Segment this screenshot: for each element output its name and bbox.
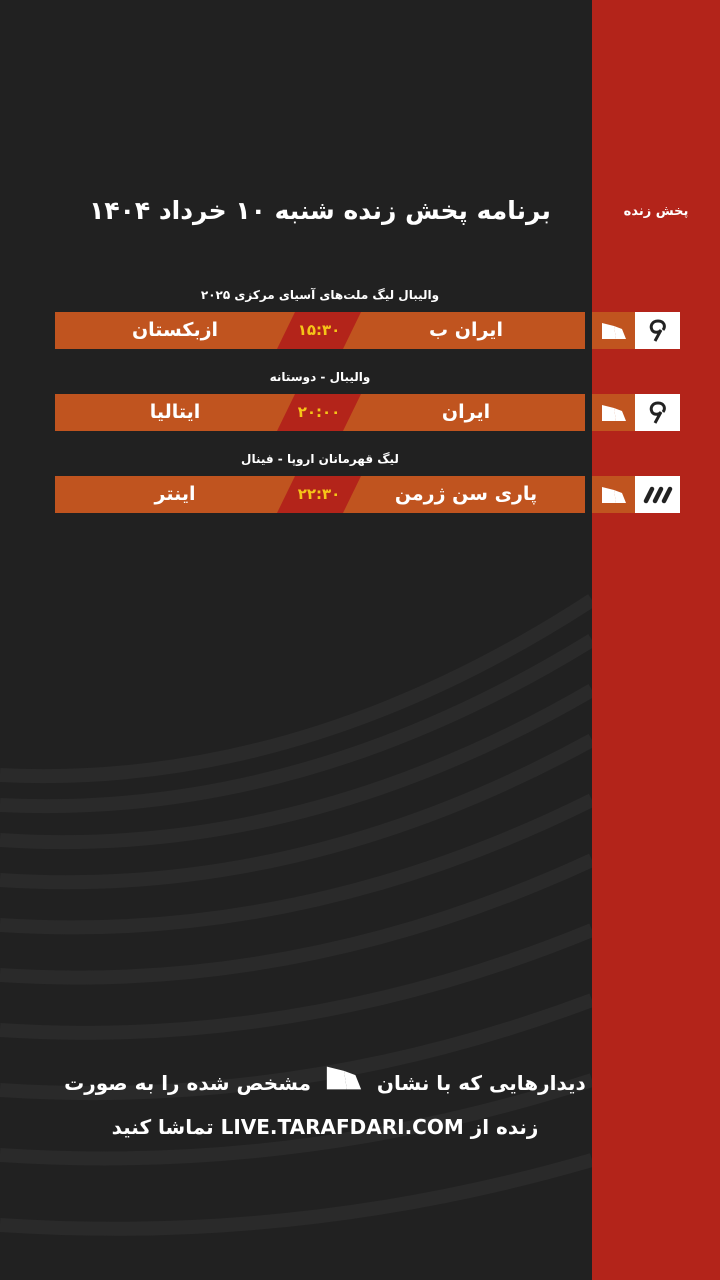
match-bar[interactable] [55, 394, 585, 431]
home-team: ایران ب [429, 319, 503, 341]
match-time: ۲۲:۳۰ [297, 485, 341, 503]
footer-line-1 [40, 1062, 610, 1107]
live-label: پخش زنده [623, 204, 689, 219]
varzesh-channel-icon [635, 476, 680, 513]
home-team: پاری سن ژرمن [394, 483, 538, 505]
live-stream-icon[interactable] [592, 476, 635, 513]
competition-label: والیبال - دوستانه [269, 370, 371, 384]
live-stream-icon[interactable] [592, 312, 635, 349]
match-bar[interactable] [55, 312, 585, 349]
competition-label: والیبال لیگ ملت‌های آسیای مرکزی ۲۰۲۵ [200, 288, 440, 302]
match-bar[interactable] [55, 476, 585, 513]
footer-line-1-start: دیدارهایی که با نشان [376, 1071, 586, 1095]
live-stream-icon [324, 1062, 364, 1107]
away-team: اینتر [154, 483, 196, 505]
footer-line-1-end: مشخص شده را به صورت [64, 1071, 311, 1095]
match-time: ۲۰:۰۰ [297, 403, 341, 421]
channel-3-icon [635, 394, 680, 431]
home-team: ایران [441, 401, 491, 423]
footer-note [40, 1062, 610, 1147]
page-title: برنامه پخش زنده شنبه ۱۰ خرداد ۱۴۰۴ [89, 196, 551, 225]
live-stream-icon[interactable] [592, 394, 635, 431]
footer-line-2: زنده از LIVE.TARAFDARI.COM تماشا کنید [111, 1115, 539, 1139]
competition-label: لیگ قهرمانان اروپا - فینال [241, 452, 399, 466]
side-strip [592, 0, 720, 1280]
away-team: ایتالیا [149, 401, 201, 423]
away-team: ازبکستان [131, 319, 219, 341]
match-time: ۱۵:۳۰ [297, 321, 341, 339]
channel-3-icon [635, 312, 680, 349]
